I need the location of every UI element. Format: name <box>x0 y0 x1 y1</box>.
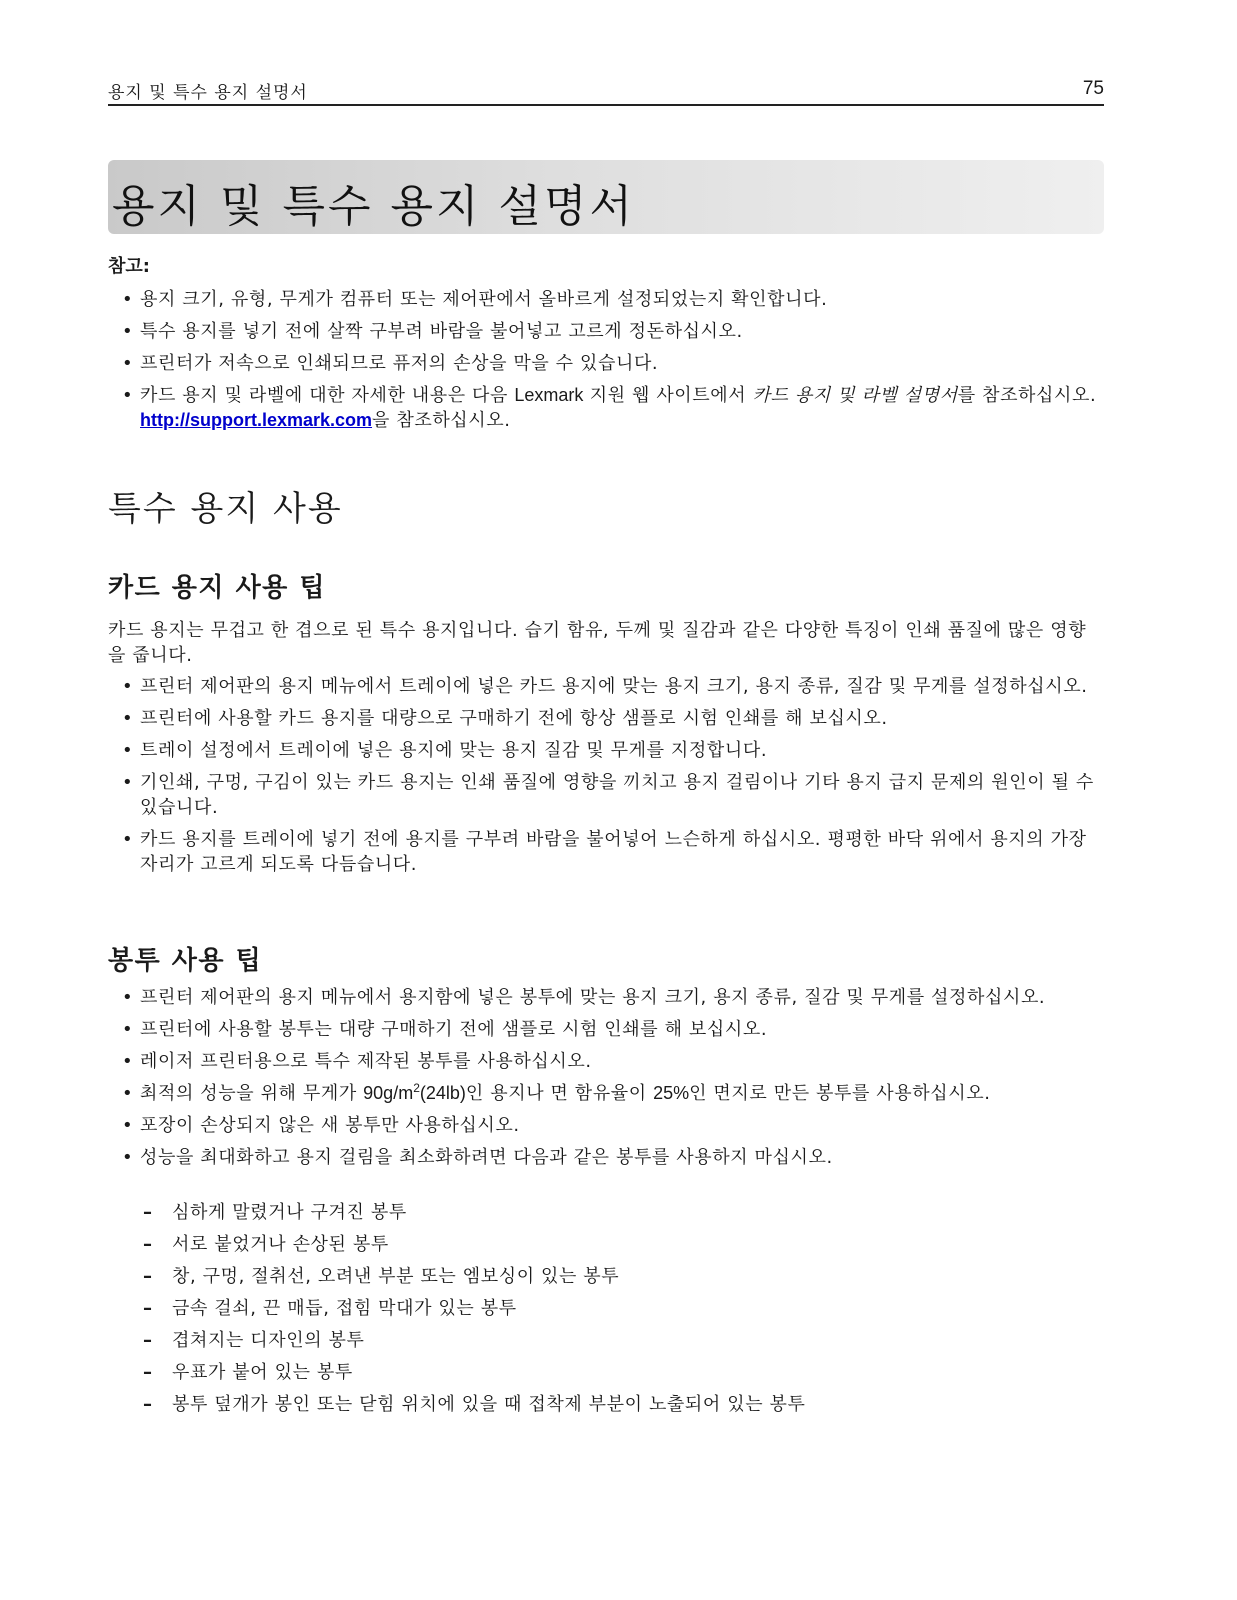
list-item: • 특수 용지를 넣기 전에 살짝 구부려 바람을 불어넣고 고르게 정돈하십시오. <box>122 321 743 342</box>
dash: – <box>143 1394 153 1415</box>
envelope-list <box>108 985 1104 1177</box>
list-item: • 기인쇄, 구멍, 구김이 있는 카드 용지는 인쇄 품질에 영향을 끼치고 용지 걸림이나 기타 용지 급지 문제의 원인이 될 수 있습니다. <box>122 772 1094 818</box>
bullet: • <box>122 1083 134 1104</box>
bullet: • <box>122 1019 134 1040</box>
list-item: • 레이저 프린터용으로 특수 제작된 봉투를 사용하십시오. <box>122 1051 592 1072</box>
chapter-banner <box>108 160 1104 234</box>
sub-list-item: – 심하게 말렸거나 구겨진 봉투 <box>143 1202 407 1223</box>
subsection-title-envelopes: 봉투 사용 팁 <box>108 946 263 976</box>
cardstock-intro: 카드 용지는 무겁고 한 겹으로 된 특수 용지입니다. 습기 함유, 두께 및 질감과 같은 다양한 특징이 인쇄 품질에 많은 영향을 줍니다. <box>108 620 1087 666</box>
support-link[interactable]: http://support.lexmark.com <box>140 410 373 430</box>
list-item: • 프린터 제어판의 용지 메뉴에서 용지함에 넣은 봉투에 맞는 용지 크기, 용지 종류, 질감 및 무게를 설정하십시오. <box>122 987 1046 1008</box>
sub-list-item: – 봉투 덮개가 봉인 또는 닫힘 위치에 있을 때 접착제 부분이 노출되어 있는 봉투 <box>143 1394 806 1415</box>
note-label: 참고: <box>108 256 150 277</box>
sub-list-item: – 금속 걸쇠, 끈 매듭, 접힘 막대가 있는 봉투 <box>143 1298 517 1319</box>
subsection-title-cardstock: 카드 용지 사용 팁 <box>108 573 326 603</box>
bullet: • <box>122 772 134 793</box>
brand-name: Lexmark <box>514 385 584 405</box>
list-item: • 카드 용지 및 라벨에 대한 자세한 내용은 다음 Lexmark 지원 웹 사이트에서 카드 용지 및 라벨 설명서를 참조하십시오. http://support.lexmark.com을 참조하십시오. <box>122 385 1097 431</box>
bullet: • <box>122 829 134 850</box>
bullet: • <box>122 385 134 406</box>
guide-title: 카드 용지 및 라벨 설명서 <box>752 385 958 406</box>
page-number: 75 <box>1082 78 1104 99</box>
list-item: • 프린터 제어판의 용지 메뉴에서 트레이에 넣은 카드 용지에 맞는 용지 크기, 용지 종류, 질감 및 무게를 설정하십시오. <box>122 676 1088 697</box>
bullet: • <box>122 676 134 697</box>
bullet: • <box>122 708 134 729</box>
sub-list-item: – 서로 붙었거나 손상된 봉투 <box>143 1234 389 1255</box>
bullet: • <box>122 740 134 761</box>
cardstock-list <box>108 674 1104 884</box>
dash: – <box>143 1202 153 1223</box>
dash: – <box>143 1362 153 1383</box>
list-item: • 프린터에 사용할 봉투는 대량 구매하기 전에 샘플로 시험 인쇄를 해 보십시오. <box>122 1019 768 1040</box>
avoid-envelope-list <box>140 1200 806 1424</box>
list-item: • 포장이 손상되지 않은 새 봉투만 사용하십시오. <box>122 1115 520 1136</box>
sub-list-item: – 우표가 붙어 있는 봉투 <box>143 1362 353 1383</box>
bullet: • <box>122 1147 134 1168</box>
bullet: • <box>122 321 134 342</box>
bullet: • <box>122 289 134 310</box>
bullet: • <box>122 1115 134 1136</box>
dash: – <box>143 1330 153 1351</box>
list-item: • 용지 크기, 유형, 무게가 컴퓨터 또는 제어판에서 올바르게 설정되었는지 확인합니다. <box>122 289 828 310</box>
list-item: • 성능을 최대화하고 용지 걸림을 최소화하려면 다음과 같은 봉투를 사용하지 마십시오. <box>122 1147 833 1168</box>
list-item: • 카드 용지를 트레이에 넣기 전에 용지를 구부려 바람을 불어넣어 느슨하게 하십시오. 평평한 바닥 위에서 용지의 가장자리가 고르게 되도록 다듬습니다. <box>122 829 1087 875</box>
running-header-title: 용지 및 특수 용지 설명서 <box>108 83 308 103</box>
list-item: • 트레이 설정에서 트레이에 넣은 용지에 맞는 용지 질감 및 무게를 지정합니다. <box>122 740 768 761</box>
sub-list-item: – 겹쳐지는 디자인의 봉투 <box>143 1330 365 1351</box>
list-item: • 최적의 성능을 위해 무게가 $90g/m^2(24lb)$인 용지나 면 함유율이 25%인 면지로 만든 봉투를 사용하십시오. <box>122 1081 991 1104</box>
running-header <box>108 78 1104 106</box>
list-item: • 프린터에 사용할 카드 용지를 대량으로 구매하기 전에 항상 샘플로 시험 인쇄를 해 보십시오. <box>122 708 888 729</box>
section-title: 특수 용지 사용 <box>108 489 343 529</box>
dash: – <box>143 1298 153 1319</box>
dash: – <box>143 1266 153 1287</box>
bullet: • <box>122 987 134 1008</box>
sub-list-item: – 창, 구멍, 절취선, 오려낸 부분 또는 엠보싱이 있는 봉투 <box>143 1266 620 1287</box>
note-list <box>108 287 1104 440</box>
dash: – <box>143 1234 153 1255</box>
bullet: • <box>122 1051 134 1072</box>
bullet: • <box>122 353 134 374</box>
chapter-title: 용지 및 특수 용지 설명서 <box>112 181 635 232</box>
list-item: • 프린터가 저속으로 인쇄되므로 퓨저의 손상을 막을 수 있습니다. <box>122 353 659 374</box>
